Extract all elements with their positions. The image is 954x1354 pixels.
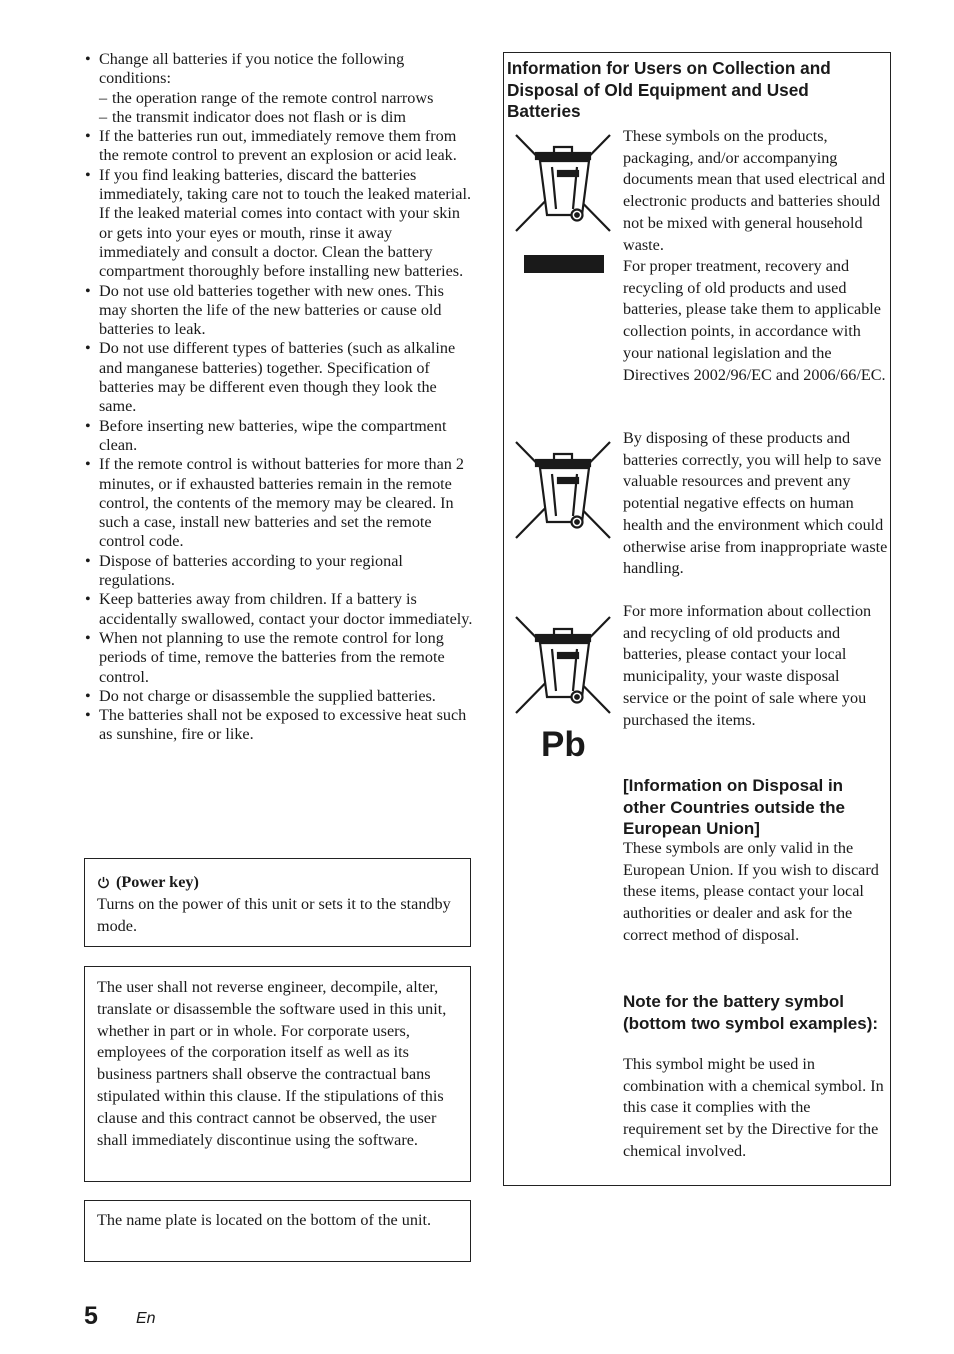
power-key-note [84, 858, 471, 947]
lead-chemical-symbol: Pb [541, 725, 586, 764]
weee-title: Information for Users on Collection and Disposal of Old Equipment and Used Batteries [507, 58, 831, 121]
crossed-out-wheelie-bin-icon [514, 438, 614, 548]
battery-symbol-paragraph: This symbol might be used in combination with a chemical symbol. In this case it complies with the requirement set by the Directive for the chemical involved. [623, 1055, 884, 1160]
list-item: • Dispose of batteries according to your regional regulations. [84, 552, 474, 591]
power-key-title: (Power key) [97, 872, 458, 894]
sub-list-item: – the operation range of the remote control narrows [99, 89, 474, 108]
list-item: • The batteries shall not be exposed to excessive heat such as sunshine, fire or like. [84, 706, 474, 745]
sub-list-item: – the transmit indicator does not flash or is dim [99, 108, 474, 127]
list-item: • Change all batteries if you notice the following conditions: – the operation range of the remote control narrows – the transmit indicator does not flash or is dim [84, 50, 474, 127]
weee-information-box [503, 52, 891, 1186]
crossed-out-wheelie-bin-icon [514, 131, 614, 281]
sub-list [99, 89, 474, 128]
battery-symbol-heading: Note for the battery symbol (bottom two symbol examples): [623, 992, 879, 1033]
disposal-benefits-paragraph: By disposing of these products and batteries correctly, you will help to save valuable resources and prevent any potential negative effects on human health and the environment which could otherwise arise from inappropriate waste handling. [623, 429, 888, 578]
more-information-paragraph: For more information about collection and recycling of old products and batteries, please contact your local municipality, your waste disposal service or the point of sale where you purchased the items. [623, 602, 872, 729]
outside-eu-heading: [Information on Disposal in other Countries outside the European Union] [623, 776, 845, 838]
treatment-paragraph: For proper treatment, recovery and recycling of old products and used batteries, please take them to applicable collection points, in accordance with your national legislation and the Directives 2002/96/EC and 2006/66/EC. [623, 257, 886, 384]
list-item: • Do not charge or disassemble the supplied batteries. [84, 687, 474, 706]
list-item: • Before inserting new batteries, wipe the compartment clean. [84, 417, 474, 456]
list-item: • If you find leaking batteries, discard the batteries immediately, taking care not to touch the leaked material. If the leaked material comes into contact with your skin or gets into your eyes or mouth, rinse it away immediately and consult a doctor. Clean the battery compartment thoroughly before installing new batteries. [84, 166, 474, 282]
list-item: • If the remote control is without batteries for more than 2 minutes, or if exhausted batteries remain in the remote control, the contents of the memory may be cleared. In such a case, install new batteries and set the remote control code. [84, 455, 474, 551]
list-item: • When not planning to use the remote control for long periods of time, remove the batteries from the remote control. [84, 629, 474, 687]
name-plate-note: The name plate is located on the bottom of the unit. [84, 1200, 471, 1262]
battery-precautions-list [84, 50, 474, 745]
symbols-meaning-paragraph: These symbols on the products, packaging, and/or accompanying documents mean that used electrical and electronic products and batteries should not be mixed with general household waste. [623, 127, 886, 254]
power-icon [97, 876, 110, 889]
crossed-out-wheelie-bin-icon [514, 613, 614, 723]
list-item: • Keep batteries away from children. If a battery is accidentally swallowed, contact your doctor immediately. [84, 590, 474, 629]
list-item: • If the batteries run out, immediately remove them from the remote control to prevent an explosion or acid leak. [84, 127, 474, 166]
power-key-description: Turns on the power of this unit or sets it to the standby mode. [97, 894, 451, 935]
page-language: En [136, 1310, 156, 1327]
list-item: • Do not use different types of batteries (such as alkaline and manganese batteries) together. Specification of batteries may be different even though they look the same. [84, 339, 474, 416]
list-item: • Do not use old batteries together with new ones. This may shorten the life of the new batteries or cause old batteries to leak. [84, 282, 474, 340]
software-license-note: The user shall not reverse engineer, decompile, alter, translate or disassemble the software used in this unit, whether in part or in whole. For corporate users, employees of the corporation itself as well as its business partners shall observe the contractual bans stipulated within this clause. If the stipulations of this clause and this contract cannot be observed, the user shall immediately discontinue using the software. [84, 966, 471, 1182]
outside-eu-paragraph: These symbols are only valid in the European Union. If you wish to discard these items, please contact your local authorities or dealer and ask for the correct method of disposal. [623, 839, 879, 944]
page-number: 5 [84, 1302, 98, 1330]
